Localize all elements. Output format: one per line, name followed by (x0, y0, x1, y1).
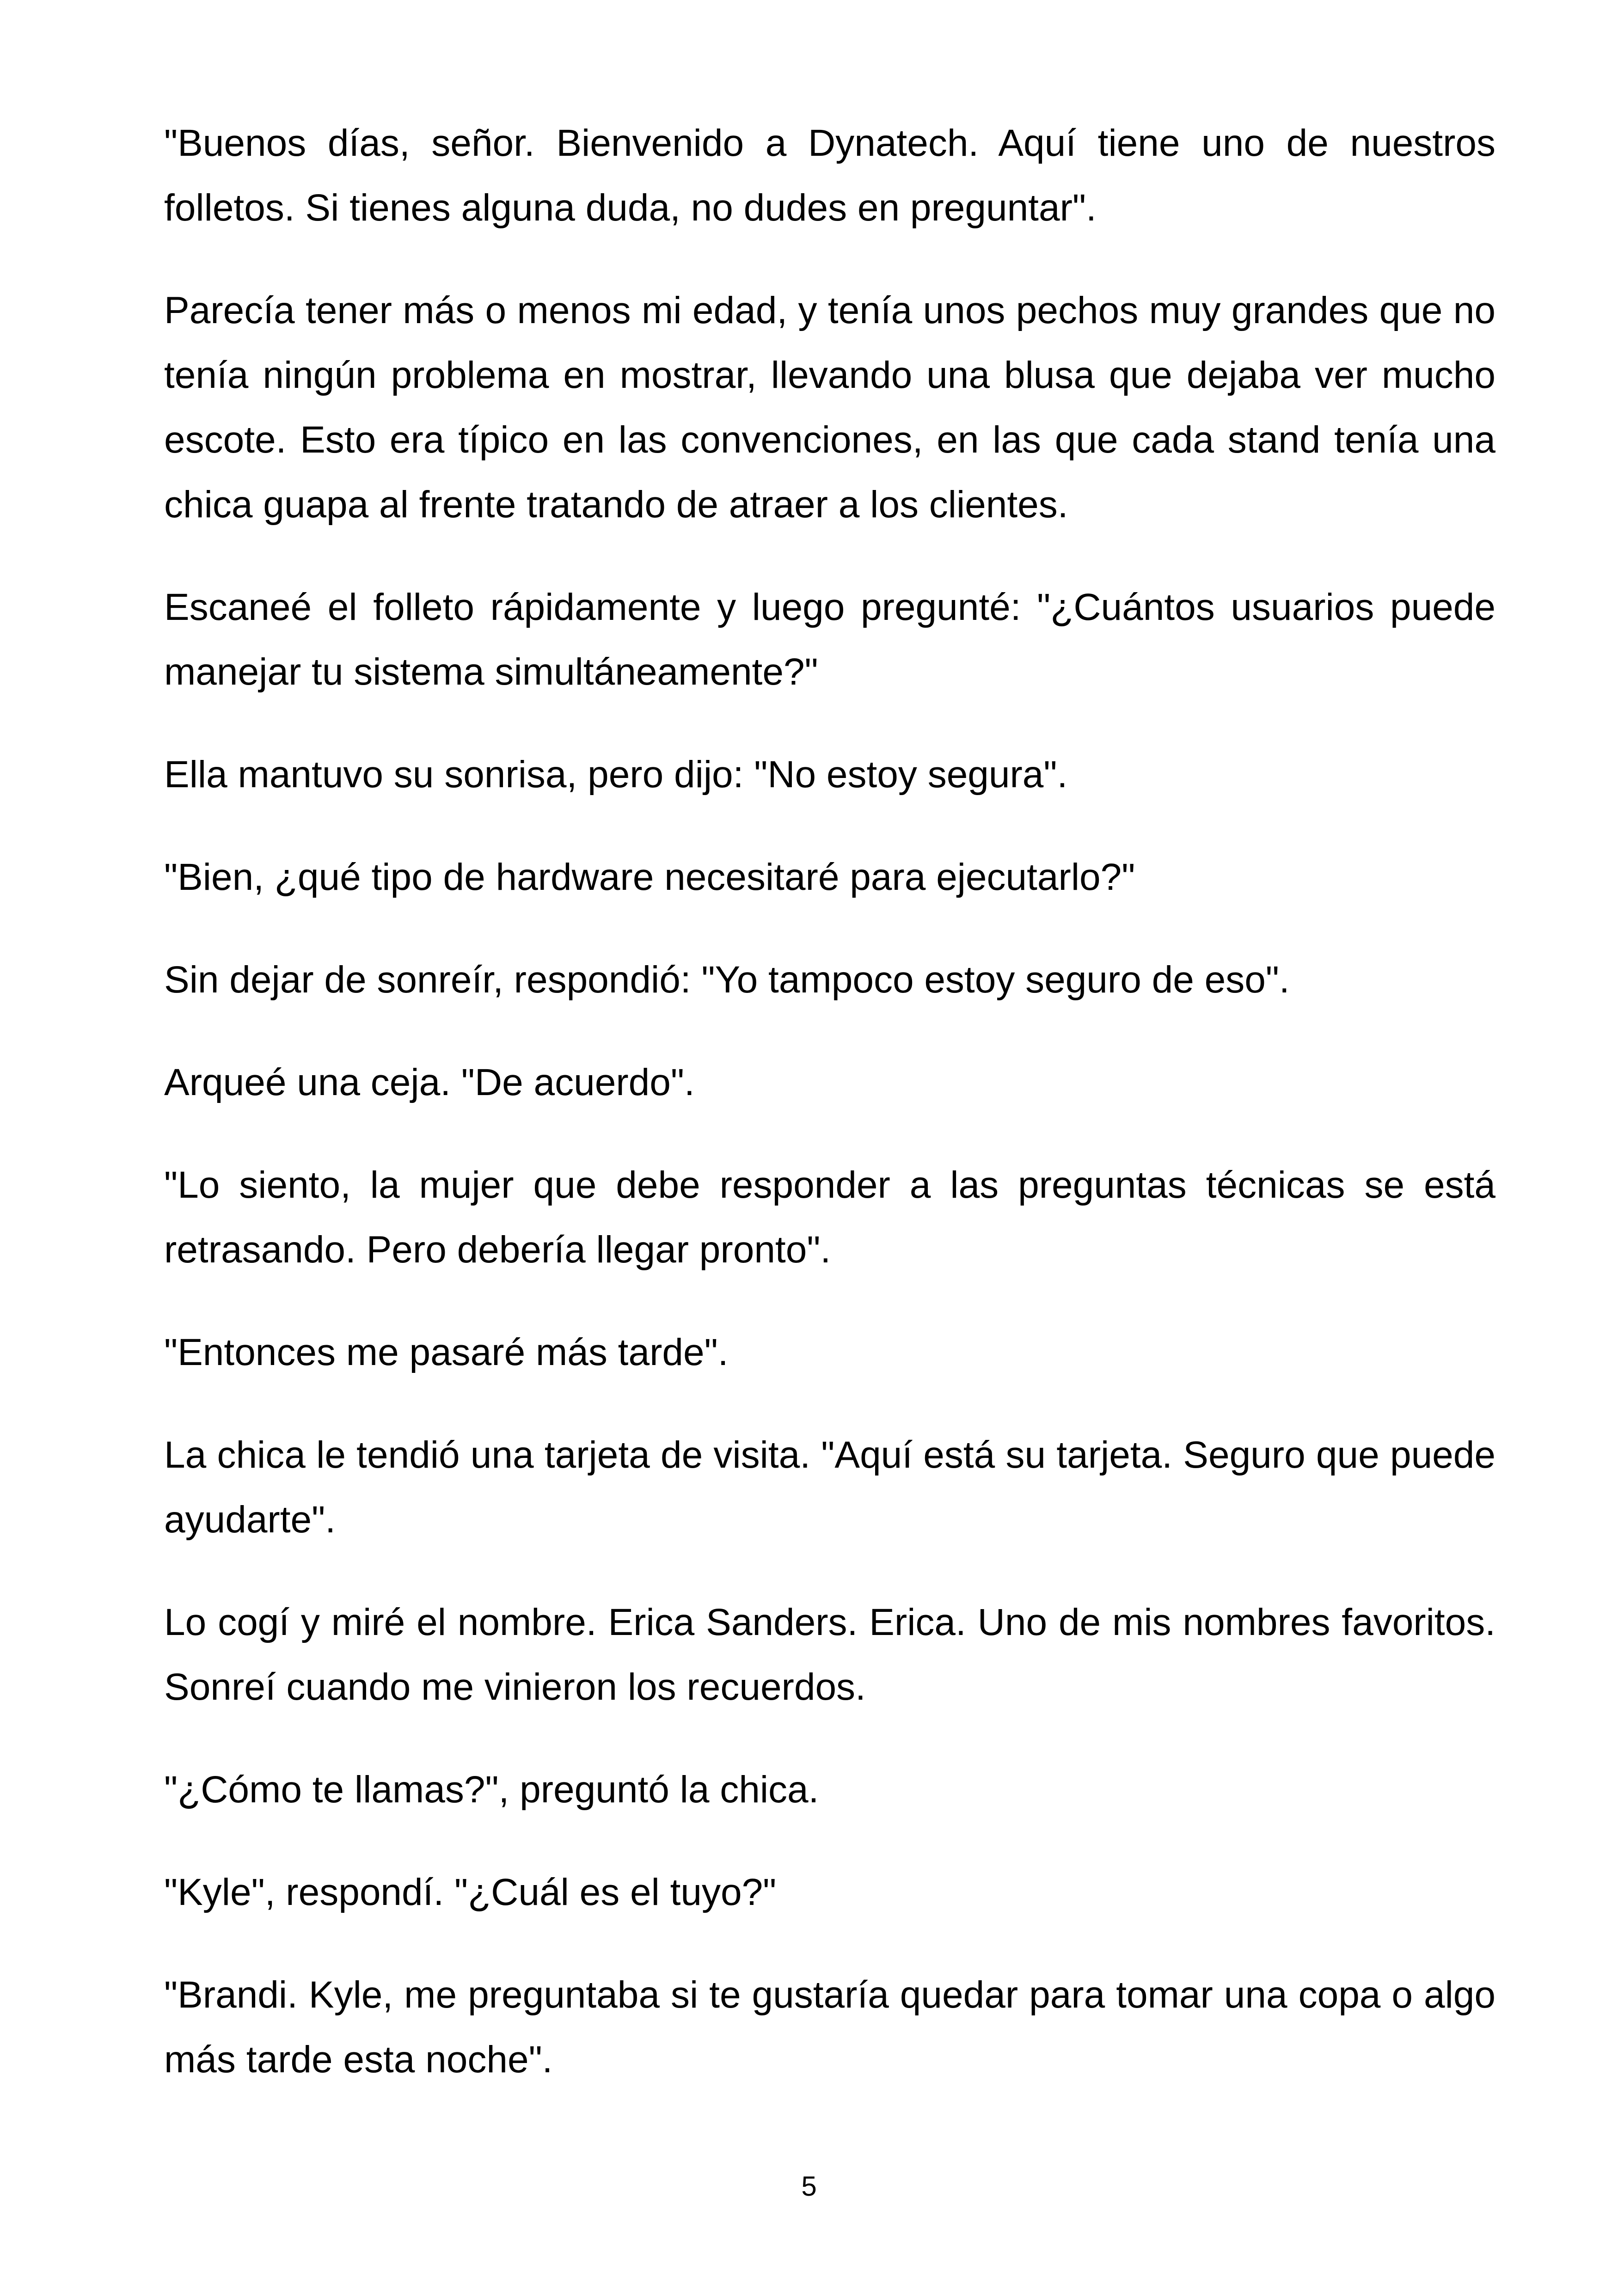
paragraph: "Bien, ¿qué tipo de hardware necesitaré para ejecutarlo?" (164, 856, 1135, 898)
paragraph: "Buenos días, señor. Bienvenido a Dynatech. Aquí tiene uno de nuestros folletos. Si tienes alguna duda, no dudes en preguntar". (164, 122, 1495, 229)
paragraph: Lo cogí y miré el nombre. Erica Sanders. Erica. Uno de mis nombres favoritos. Sonreí cuando me vinieron los recuerdos. (164, 1601, 1495, 1708)
paragraph: Sin dejar de sonreír, respondió: "Yo tampoco estoy seguro de eso". (164, 959, 1290, 1001)
paragraph: Parecía tener más o menos mi edad, y tenía unos pechos muy grandes que no tenía ningún problema en mostrar, llevando una blusa que dejaba ver mucho escote. Esto era típico en las convenciones, en las que cada stand tenía una chica guapa al frente tratando de atraer a los clientes. (164, 289, 1495, 526)
paragraph: "¿Cómo te llamas?", preguntó la chica. (164, 1769, 819, 1811)
body-text (164, 111, 1495, 2092)
paragraph: La chica le tendió una tarjeta de visita. "Aquí está su tarjeta. Seguro que puede ayudarte". (164, 1434, 1495, 1541)
paragraph: "Kyle", respondí. "¿Cuál es el tuyo?" (164, 1871, 777, 1913)
paragraph: Arqueé una ceja. "De acuerdo". (164, 1061, 695, 1103)
page-number: 5 (801, 2171, 817, 2202)
paragraph: Ella mantuvo su sonrisa, pero dijo: "No estoy segura". (164, 753, 1068, 796)
paragraph: "Lo siento, la mujer que debe responder a las preguntas técnicas se está retrasando. Pero debería llegar pronto". (164, 1164, 1495, 1271)
paragraph: Escaneé el folleto rápidamente y luego pregunté: "¿Cuántos usuarios puede manejar tu sistema simultáneamente?" (164, 586, 1495, 693)
paragraph: "Entonces me pasaré más tarde". (164, 1331, 729, 1373)
paragraph: "Brandi. Kyle, me preguntaba si te gustaría quedar para tomar una copa o algo más tarde esta noche". (164, 1974, 1495, 2081)
